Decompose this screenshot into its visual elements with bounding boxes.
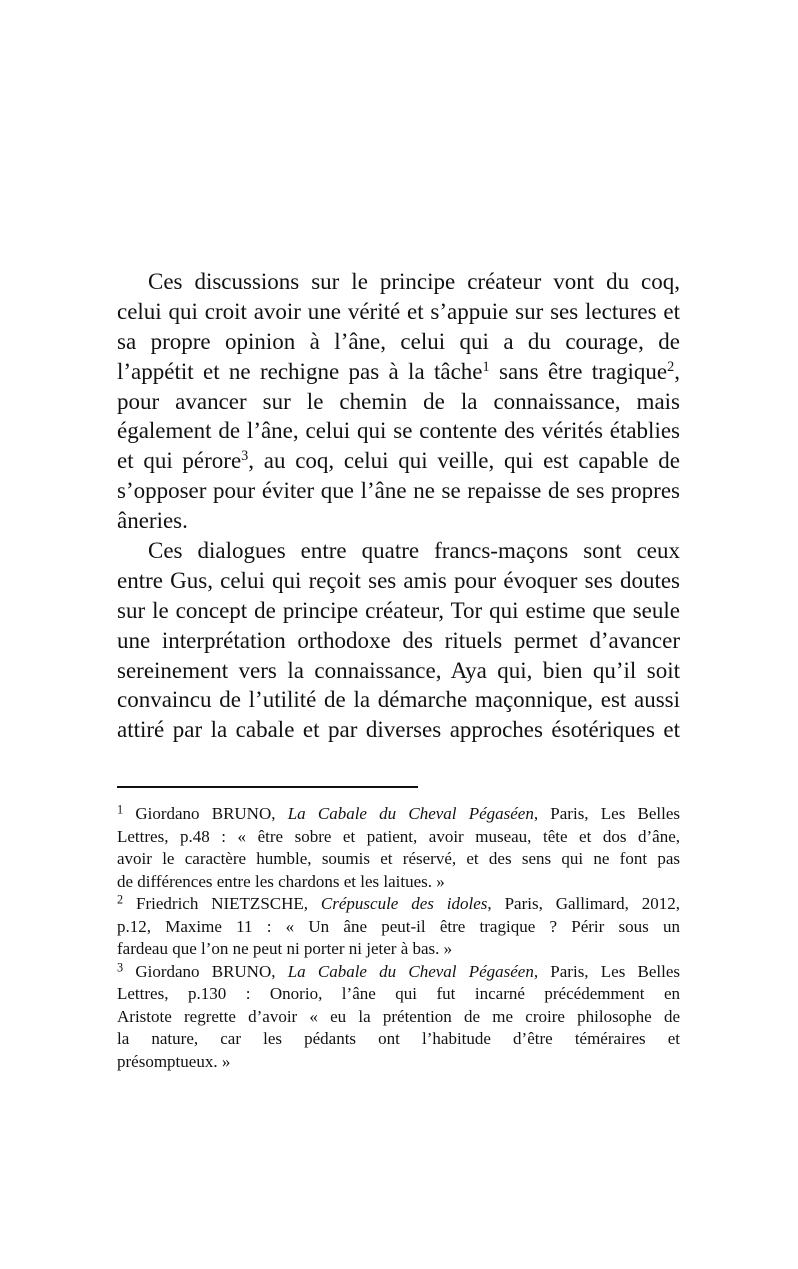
text-line	[117, 446, 680, 476]
main-text	[117, 267, 680, 745]
text-line: attiré par la cabale et par diverses approches ésotériques et	[117, 717, 680, 743]
text-line: celui qui croit avoir une vérité et s’appuie sur ses lectures et	[117, 298, 680, 324]
footnote-line: fardeau que l’on ne peut ni porter ni jeter à bas. »	[117, 939, 453, 958]
footnote-ref-2[interactable]: 2	[667, 358, 675, 375]
footnote-separator	[117, 786, 418, 788]
footnote-line: Lettres, p.130 : Onorio, l’âne qui fut incarné précédemment en	[117, 984, 680, 1003]
text-line: pour avancer sur le chemin de la connaissance, mais	[117, 388, 680, 414]
footnote-text: , Paris, Gallimard, 2012,	[487, 894, 681, 913]
footnote-line	[117, 803, 680, 826]
footnotes	[117, 803, 680, 1073]
text-segment: ,	[674, 358, 680, 384]
footnote-number: 2	[117, 892, 124, 907]
footnote-line: p.12, Maxime 11 : « Un âne peut-il être tragique ? Périr sous un	[117, 916, 680, 936]
footnote-line: présomptueux. »	[117, 1051, 231, 1071]
text-segment: sans être tragique	[489, 358, 668, 384]
footnote-text: , Paris, Les Belles	[533, 804, 680, 823]
footnote-line: Aristote regrette d’avoir « eu la prétention de me croire philosophe de	[117, 1006, 680, 1026]
text-line: sur le concept de principe créateur, Tor qui estime que seule	[117, 597, 680, 623]
text-line: une interprétation orthodoxe des rituels permet d’avancer	[117, 627, 680, 653]
text-line: s’opposer pour éviter que l’âne ne se repaisse de ses propres	[117, 478, 680, 504]
footnote-ref-1[interactable]: 1	[482, 358, 490, 375]
footnote-author: Giordano BRUNO,	[123, 804, 288, 823]
footnote-author: Friedrich NIETZSCHE	[123, 894, 304, 913]
footnote-author: Giordano BRUNO,	[123, 961, 288, 981]
text-line: sereinement vers la connaissance, Aya qui, bien qu’il soit	[117, 657, 680, 683]
footnote-line	[117, 961, 680, 984]
text-line: Ces dialogues entre quatre francs-maçons sont ceux	[148, 538, 680, 564]
footnote-title: La Cabale du Cheval Pégaséen	[287, 804, 534, 823]
text-line: Ces discussions sur le principe créateur vont du coq,	[148, 269, 680, 294]
footnote-title: La Cabale du Cheval Pégaséen	[287, 961, 534, 981]
footnote-line: de différences entre les chardons et les laitues. »	[117, 871, 445, 891]
text-line: entre Gus, celui qui reçoit ses amis pour évoquer ses doutes	[117, 567, 680, 593]
footnote-number: 3	[117, 960, 124, 974]
footnote-line	[117, 893, 680, 916]
text-line: âneries.	[117, 508, 188, 534]
text-segment: et qui pérore	[117, 448, 242, 474]
footnote-number: 1	[117, 802, 124, 817]
footnote-line: avoir le caractère humble, soumis et réservé, et des sens qui ne font pas	[117, 849, 680, 868]
text-line: également de l’âne, celui qui se contente des vérités établies	[117, 418, 680, 444]
text-segment: , au coq, celui qui veille, qui est capable de	[248, 448, 680, 474]
text-segment: l’appétit et ne rechigne pas à la tâche	[117, 358, 483, 384]
footnote-line: Lettres, p.48 : « être sobre et patient, avoir museau, tête et dos d’âne,	[117, 826, 680, 846]
footnote-ref-3[interactable]: 3	[241, 448, 249, 465]
text-line: sa propre opinion à l’âne, celui qui a du courage, de	[117, 328, 680, 354]
text-line	[117, 357, 680, 387]
footnote-title: , Crépuscule des idoles	[303, 894, 488, 913]
text-line: convaincu de l’utilité de la démarche maçonnique, est aussi	[117, 687, 680, 713]
footnote-line: la nature, car les pédants ont l’habitude d’être téméraires et	[117, 1029, 680, 1048]
footnote-text: , Paris, Les Belles	[533, 961, 680, 981]
